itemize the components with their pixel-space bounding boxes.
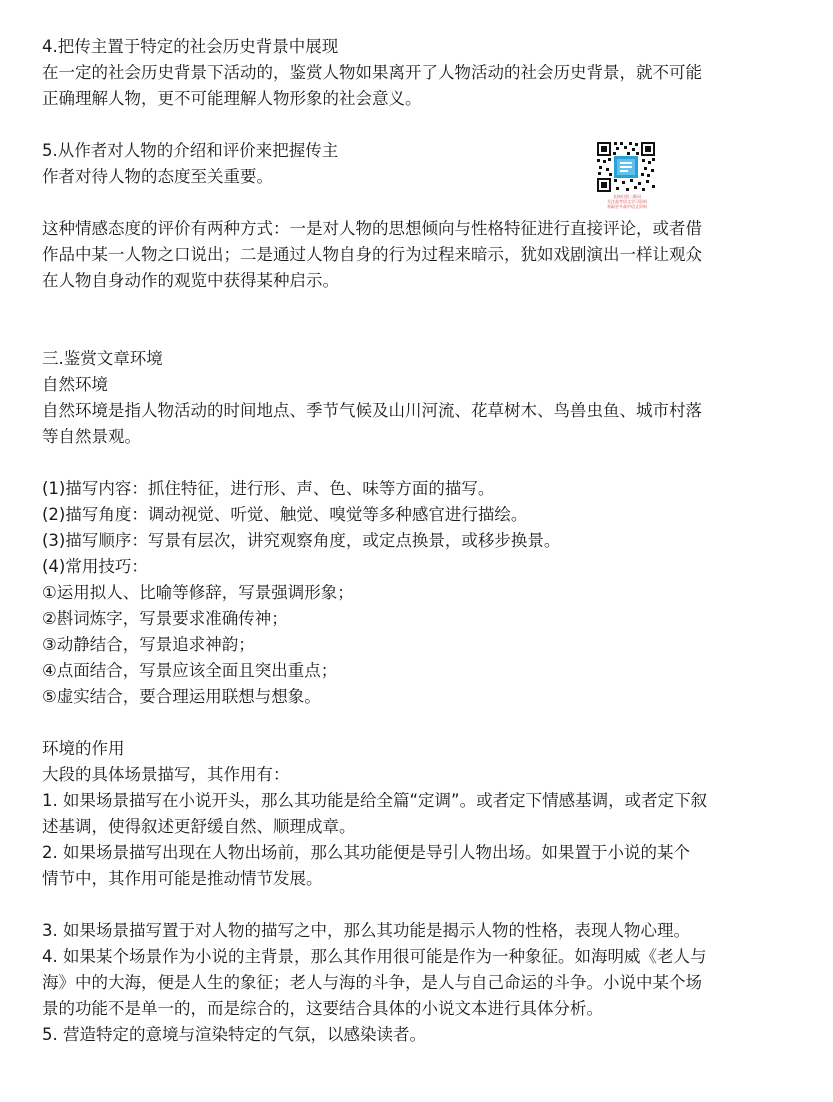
- spacer: [42, 892, 742, 918]
- environment-role-line-2: 述基调，使得叙述更舒缓自然、顺理成章。: [42, 817, 356, 836]
- section3-point-2: (2)描写角度：调动视觉、听觉、触觉、嗅觉等多种感官进行描绘。: [42, 505, 528, 524]
- environment-role-line-6: 4. 如果某个场景作为小说的主背景，那么其作用很可能是作为一种象征。如海明威《老人与: [42, 947, 707, 966]
- section5-paragraph-line-2: 作品中某一人物之口说出；二是通过人物自身的行为过程来暗示，犹如戏剧演出一样让观众: [42, 245, 702, 264]
- section3-heading: 三.鉴赏文章环境: [42, 349, 163, 368]
- spacer: [42, 710, 742, 736]
- technique-4: ④点面结合，写景应该全面且突出重点；: [42, 661, 338, 680]
- environment-role-line-3: 2. 如果场景描写出现在人物出场前，那么其功能便是导引人物出场。如果置于小说的某个: [42, 843, 690, 862]
- qr-caption-line: 关注高考语文学习资料: [607, 199, 647, 204]
- technique-1: ①运用拟人、比喻等修辞，写景强调形象；: [42, 583, 354, 602]
- section5-paragraph-line-1: 这种情感态度的评价有两种方式：一是对人物的思想倾向与性格特征进行直接评论，或者借: [42, 219, 702, 238]
- environment-role-line-1: 1. 如果场景描写在小说开头，那么其功能是给全篇“定调”。或者定下情感基调，或者定下叙: [42, 791, 708, 810]
- section5-line-1: 作者对待人物的态度至关重要。: [42, 167, 273, 186]
- environment-role-line-4: 情节中，其作用可能是推动情节发展。: [42, 869, 323, 888]
- section3-subheading: 自然环境: [42, 375, 108, 394]
- qr-caption-line: 长按识别二维码: [613, 194, 641, 199]
- section3-definition-line-1: 自然环境是指人物活动的时间地点、季节气候及山川河流、花草树木、鸟兽虫鱼、城市村落: [42, 401, 702, 420]
- environment-role-line-5: 3. 如果场景描写置于对人物的描写之中，那么其功能是揭示人物的性格，表现人物心理。: [42, 921, 690, 940]
- section4-heading: 4.把传主置于特定的社会历史背景中展现: [42, 37, 339, 56]
- section4-line-2: 正确理解人物，更不可能理解人物形象的社会意义。: [42, 89, 422, 108]
- section3-point-1: (1)描写内容：抓住特征，进行形、声、色、味等方面的描写。: [42, 479, 495, 498]
- section3-point-3: (3)描写顺序：写景有层次，讲究观察角度，或定点换景，或移步换景。: [42, 531, 561, 550]
- environment-role-line-9: 5. 营造特定的意境与渲染特定的气氛，以感染读者。: [42, 1025, 426, 1044]
- environment-role-heading: 环境的作用: [42, 739, 125, 758]
- environment-role-line-8: 景的功能不是单一的，而是综合的，这要结合具体的小说文本进行具体分析。: [42, 999, 603, 1018]
- spacer: [42, 112, 742, 138]
- spacer: [42, 294, 742, 346]
- qr-caption: [588, 194, 666, 209]
- section3-point-4: (4)常用技巧：: [42, 557, 148, 576]
- qr-code-icon[interactable]: [596, 141, 656, 193]
- technique-3: ③动静结合，写景追求神韵；: [42, 635, 255, 654]
- technique-5: ⑤虚实结合，要合理运用联想与想象。: [42, 687, 321, 706]
- environment-role-intro: 大段的具体场景描写，其作用有：: [42, 765, 290, 784]
- section4-line-1: 在一定的社会历史背景下活动的，鉴赏人物如果离开了人物活动的社会历史背景，就不可能: [42, 63, 702, 82]
- section5-heading: 5.从作者对人物的介绍和评价来把握传主: [42, 141, 339, 160]
- section5-paragraph-line-3: 在人物自身动作的观览中获得某种启示。: [42, 271, 339, 290]
- qr-caption-line: 获取更多高中语文资料: [607, 204, 647, 209]
- environment-role-line-7: 海》中的大海，便是人生的象征；老人与海的斗争，是人与自己命运的斗争。小说中某个场: [42, 973, 702, 992]
- technique-2: ②斟词炼字，写景要求准确传神；: [42, 609, 288, 628]
- spacer: [42, 450, 742, 476]
- section3-definition-line-2: 等自然景观。: [42, 427, 141, 446]
